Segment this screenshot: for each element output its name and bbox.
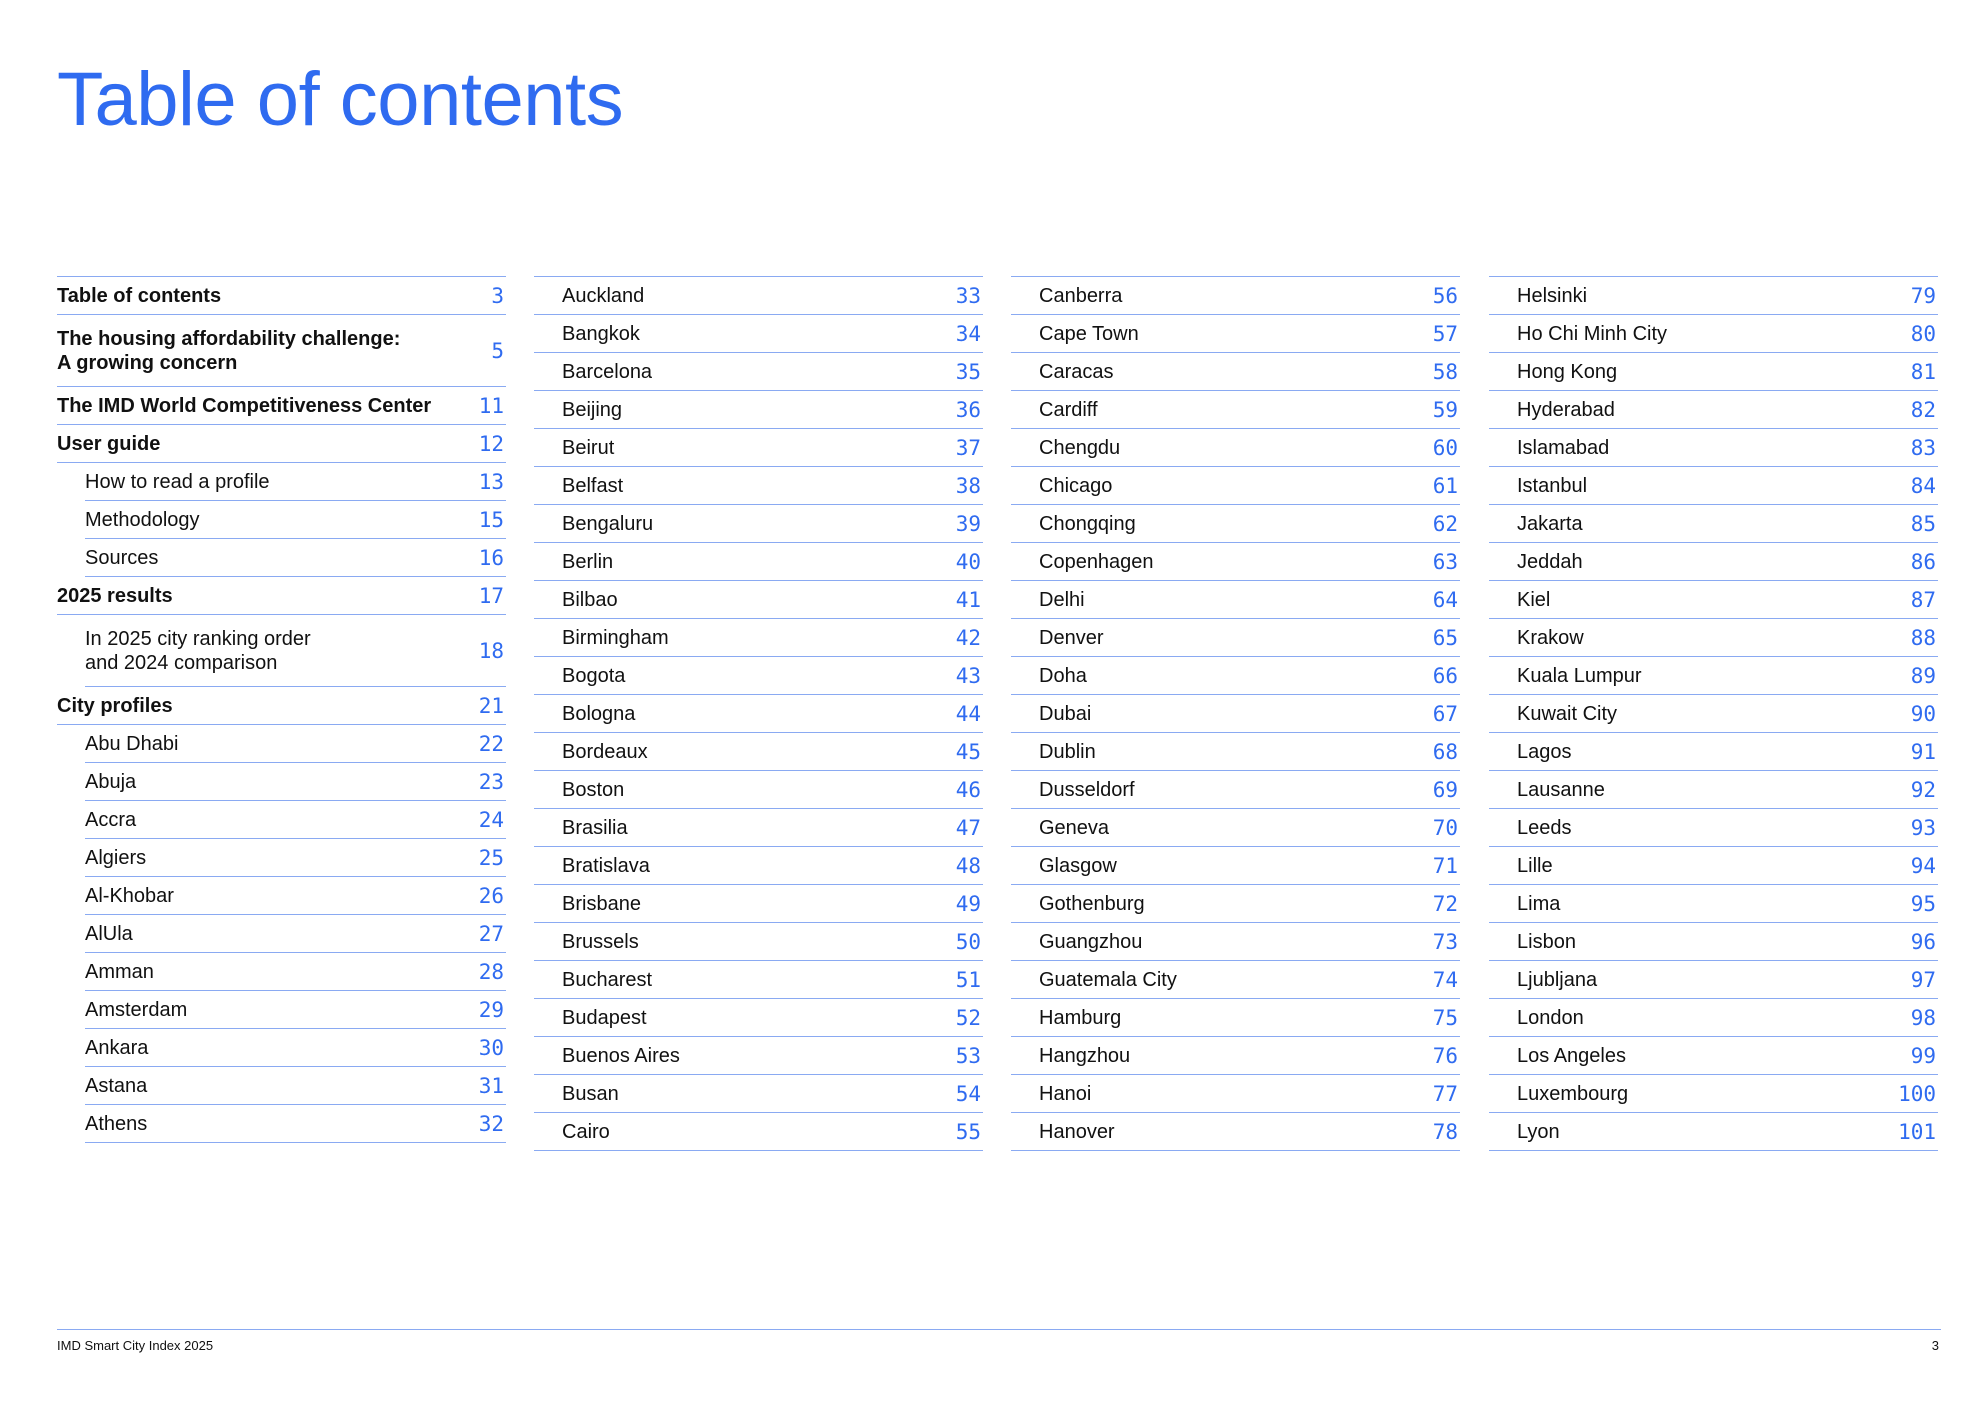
toc-entry[interactable] <box>1011 315 1460 353</box>
toc-entry-page: 38 <box>955 473 981 498</box>
toc-entry-label: Budapest <box>562 1006 647 1029</box>
toc-entry-page: 100 <box>1898 1081 1936 1106</box>
toc-entry-label: Table of contents <box>57 284 222 307</box>
toc-entry[interactable] <box>1489 277 1938 315</box>
toc-entry-label: Brisbane <box>562 892 641 915</box>
toc-entry-label: Methodology <box>85 508 200 531</box>
toc-entry[interactable] <box>1011 885 1460 923</box>
toc-entry-label: User guide <box>57 432 161 455</box>
toc-entry-label: Belfast <box>562 474 624 497</box>
toc-entry-page: 59 <box>1432 397 1458 422</box>
toc-entry-page: 45 <box>955 739 981 764</box>
toc-entry-page: 41 <box>955 587 981 612</box>
toc-entry[interactable] <box>85 725 506 763</box>
toc-entry-label: Athens <box>85 1112 148 1135</box>
toc-entry[interactable] <box>85 915 506 953</box>
toc-entry[interactable] <box>1011 657 1460 695</box>
toc-entry[interactable] <box>85 1105 506 1143</box>
toc-entry-label: Ljubljana <box>1517 968 1598 991</box>
toc-entry[interactable] <box>1011 277 1460 315</box>
toc-entry[interactable] <box>534 1075 983 1113</box>
toc-entry-label: The housing affordability challenge: A growing concern <box>57 327 401 374</box>
toc-entry-label: Copenhagen <box>1039 550 1154 573</box>
toc-entry[interactable] <box>534 733 983 771</box>
toc-entry-page: 71 <box>1432 853 1458 878</box>
toc-entry-label: Barcelona <box>562 360 653 383</box>
toc-entry-page: 61 <box>1432 473 1458 498</box>
toc-entry-label: Bucharest <box>562 968 653 991</box>
toc-entry-page: 29 <box>478 997 504 1022</box>
toc-entry[interactable] <box>1489 353 1938 391</box>
toc-entry-page: 88 <box>1910 625 1936 650</box>
toc-entry-label: Ho Chi Minh City <box>1517 322 1668 345</box>
toc-entry-label: Bengaluru <box>562 512 654 535</box>
toc-entry-label: Algiers <box>85 846 147 869</box>
toc-entry-page: 32 <box>478 1111 504 1136</box>
toc-entry[interactable] <box>1489 695 1938 733</box>
toc-entry-page: 87 <box>1910 587 1936 612</box>
toc-entry[interactable] <box>534 467 983 505</box>
toc-entry-label: London <box>1517 1006 1584 1029</box>
toc-entry-label: Leeds <box>1517 816 1572 839</box>
toc-entry-page: 72 <box>1432 891 1458 916</box>
toc-entry[interactable] <box>1011 581 1460 619</box>
toc-entry[interactable] <box>1489 619 1938 657</box>
toc-entry-label: Sources <box>85 546 159 569</box>
toc-entry-label: Chongqing <box>1039 512 1136 535</box>
toc-entry[interactable] <box>57 315 506 387</box>
toc-entry[interactable] <box>85 1067 506 1105</box>
toc-entry-page: 55 <box>955 1119 981 1144</box>
toc-entry-label: Geneva <box>1039 816 1110 839</box>
toc-entry[interactable] <box>1011 771 1460 809</box>
toc-entry-label: Lisbon <box>1517 930 1576 953</box>
toc-entry-label: Al-Khobar <box>85 884 174 907</box>
footer-page-number: 3 <box>1931 1338 1939 1353</box>
toc-entry-page: 66 <box>1432 663 1458 688</box>
toc-entry-label: Bangkok <box>562 322 640 345</box>
toc-entry-label: The IMD World Competitiveness Center <box>57 394 432 417</box>
toc-entry-page: 42 <box>955 625 981 650</box>
toc-entry-label: Beijing <box>562 398 623 421</box>
toc-entry-label: Lima <box>1517 892 1561 915</box>
toc-entry[interactable] <box>1011 391 1460 429</box>
toc-entry[interactable] <box>534 999 983 1037</box>
toc-entry[interactable] <box>534 1037 983 1075</box>
toc-entry[interactable] <box>1489 771 1938 809</box>
toc-entry[interactable] <box>1011 467 1460 505</box>
toc-entry-label: Bogota <box>562 664 626 687</box>
toc-entry-page: 91 <box>1910 739 1936 764</box>
toc-entry[interactable] <box>85 877 506 915</box>
toc-entry[interactable] <box>1011 619 1460 657</box>
toc-entry[interactable] <box>1489 391 1938 429</box>
toc-entry-page: 15 <box>478 507 504 532</box>
toc-entry-label: Guangzhou <box>1039 930 1143 953</box>
toc-entry[interactable] <box>1489 315 1938 353</box>
toc-entry-label: Auckland <box>562 284 645 307</box>
toc-entry[interactable] <box>534 505 983 543</box>
toc-entry-label: Busan <box>562 1082 619 1105</box>
toc-entry-label: Doha <box>1039 664 1087 687</box>
toc-entry-page: 74 <box>1432 967 1458 992</box>
toc-entry-page: 68 <box>1432 739 1458 764</box>
toc-entry[interactable] <box>1011 1037 1460 1075</box>
toc-entry[interactable] <box>1011 429 1460 467</box>
page-title: Table of contents <box>57 57 624 142</box>
toc-entry[interactable] <box>534 353 983 391</box>
toc-entry-page: 92 <box>1910 777 1936 802</box>
toc-entry-page: 99 <box>1910 1043 1936 1068</box>
toc-entry[interactable] <box>1489 505 1938 543</box>
toc-entry-page: 47 <box>955 815 981 840</box>
toc-entry-page: 30 <box>478 1035 504 1060</box>
toc-entry-label: Brasilia <box>562 816 628 839</box>
toc-entry-page: 101 <box>1898 1119 1936 1144</box>
toc-entry-page: 58 <box>1432 359 1458 384</box>
toc-entry-label: Beirut <box>562 436 615 459</box>
toc-entry-label: Hanover <box>1039 1120 1115 1143</box>
toc-entry[interactable] <box>1011 695 1460 733</box>
toc-column-2 <box>534 276 983 1151</box>
toc-entry-label: Hanoi <box>1039 1082 1092 1105</box>
toc-entry[interactable] <box>1011 505 1460 543</box>
toc-entry-label: Lagos <box>1517 740 1572 763</box>
toc-entry[interactable] <box>1011 543 1460 581</box>
toc-entry-label: How to read a profile <box>85 470 270 493</box>
toc-entry[interactable] <box>1489 1113 1938 1151</box>
toc-entry-label: Dubai <box>1039 702 1092 725</box>
toc-entry-page: 13 <box>478 469 504 494</box>
toc-entry[interactable] <box>1489 1037 1938 1075</box>
toc-entry-page: 43 <box>955 663 981 688</box>
toc-entry-page: 16 <box>478 545 504 570</box>
toc-entry-page: 86 <box>1910 549 1936 574</box>
toc-entry[interactable] <box>85 953 506 991</box>
toc-entry-page: 76 <box>1432 1043 1458 1068</box>
toc-entry-label: Helsinki <box>1517 284 1588 307</box>
toc-entry-label: Dusseldorf <box>1039 778 1135 801</box>
toc-entry[interactable] <box>534 847 983 885</box>
toc-entry-page: 63 <box>1432 549 1458 574</box>
toc-entry-label: 2025 results <box>57 584 173 607</box>
toc-entry-page: 81 <box>1910 359 1936 384</box>
toc-entry-page: 44 <box>955 701 981 726</box>
toc-entry-page: 23 <box>478 769 504 794</box>
toc-entry-label: Buenos Aires <box>562 1044 680 1067</box>
toc-entry-page: 78 <box>1432 1119 1458 1144</box>
toc-entry[interactable] <box>1011 923 1460 961</box>
toc-entry-page: 31 <box>478 1073 504 1098</box>
toc-entry[interactable] <box>534 277 983 315</box>
toc-entry[interactable] <box>85 839 506 877</box>
footer-publication: IMD Smart City Index 2025 <box>57 1338 214 1353</box>
toc-entry[interactable] <box>1489 581 1938 619</box>
toc-entry-page: 70 <box>1432 815 1458 840</box>
toc-entry[interactable] <box>534 657 983 695</box>
toc-entry-label: Bilbao <box>562 588 618 611</box>
toc-entry-label: Krakow <box>1517 626 1584 649</box>
toc-entry[interactable] <box>57 277 506 315</box>
toc-entry-label: Delhi <box>1039 588 1085 611</box>
toc-entry-page: 12 <box>478 431 504 456</box>
toc-entry-page: 67 <box>1432 701 1458 726</box>
toc-entry-label: Gothenburg <box>1039 892 1145 915</box>
toc-entry-page: 98 <box>1910 1005 1936 1030</box>
toc-entry-label: Bratislava <box>562 854 650 877</box>
toc-entry[interactable] <box>1011 961 1460 999</box>
toc-entry-page: 37 <box>955 435 981 460</box>
toc-entry-label: AlUla <box>85 922 133 945</box>
toc-entry-page: 60 <box>1432 435 1458 460</box>
toc-entry-page: 57 <box>1432 321 1458 346</box>
toc-entry-label: Hamburg <box>1039 1006 1122 1029</box>
toc-entry-label: Caracas <box>1039 360 1114 383</box>
toc-entry[interactable] <box>1489 809 1938 847</box>
toc-entry-label: Brussels <box>562 930 639 953</box>
toc-entry-label: Guatemala City <box>1039 968 1177 991</box>
toc-entry-page: 85 <box>1910 511 1936 536</box>
toc-entry[interactable] <box>85 615 506 687</box>
toc-entry[interactable] <box>534 809 983 847</box>
toc-entry[interactable] <box>534 923 983 961</box>
toc-entry-label: Birmingham <box>562 626 669 649</box>
toc-entry-page: 39 <box>955 511 981 536</box>
toc-entry-label: Jeddah <box>1517 550 1583 573</box>
toc-entry[interactable] <box>1489 1075 1938 1113</box>
toc-entry-page: 73 <box>1432 929 1458 954</box>
toc-column-3 <box>1011 276 1460 1151</box>
toc-entry[interactable] <box>1489 847 1938 885</box>
toc-entry[interactable] <box>534 1113 983 1151</box>
toc-entry[interactable] <box>534 695 983 733</box>
toc-entry[interactable] <box>534 619 983 657</box>
toc-entry-label: Lausanne <box>1517 778 1605 801</box>
toc-column-1 <box>57 276 506 1143</box>
toc-entry[interactable] <box>1489 543 1938 581</box>
toc-entry-page: 40 <box>955 549 981 574</box>
toc-entry-page: 49 <box>955 891 981 916</box>
toc-entry[interactable] <box>85 991 506 1029</box>
toc-entry-page: 34 <box>955 321 981 346</box>
toc-entry-label: Amsterdam <box>85 998 188 1021</box>
toc-entry-label: Ankara <box>85 1036 149 1059</box>
toc-entry[interactable] <box>85 1029 506 1067</box>
toc-entry-page: 25 <box>478 845 504 870</box>
toc-entry-page: 62 <box>1432 511 1458 536</box>
toc-entry[interactable] <box>85 539 506 577</box>
toc-entry-label: Chicago <box>1039 474 1113 497</box>
toc-entry-label: Dublin <box>1039 740 1096 763</box>
toc-entry-page: 46 <box>955 777 981 802</box>
toc-entry[interactable] <box>534 885 983 923</box>
toc-entry-page: 83 <box>1910 435 1936 460</box>
toc-entry-page: 93 <box>1910 815 1936 840</box>
toc-entry-label: Bordeaux <box>562 740 648 763</box>
toc-entry-page: 90 <box>1910 701 1936 726</box>
toc-entry[interactable] <box>85 501 506 539</box>
toc-entry-label: Cairo <box>562 1120 610 1143</box>
toc-entry-page: 5 <box>491 338 504 363</box>
toc-entry-page: 53 <box>955 1043 981 1068</box>
toc-entry-label: Canberra <box>1039 284 1123 307</box>
toc-entry[interactable] <box>534 391 983 429</box>
toc-entry-page: 21 <box>478 693 504 718</box>
toc-entry[interactable] <box>1489 999 1938 1037</box>
toc-entry-label: Abu Dhabi <box>85 732 179 755</box>
toc-entry-page: 84 <box>1910 473 1936 498</box>
toc-entry[interactable] <box>534 429 983 467</box>
toc-entry-page: 64 <box>1432 587 1458 612</box>
toc-entry-label: Bologna <box>562 702 636 725</box>
toc-entry[interactable] <box>1011 733 1460 771</box>
toc-entry-label: Lille <box>1517 854 1553 877</box>
toc-entry-label: Cardiff <box>1039 398 1098 421</box>
toc-entry-label: Berlin <box>562 550 614 573</box>
toc-entry[interactable] <box>1489 885 1938 923</box>
toc-entry[interactable] <box>85 763 506 801</box>
toc-entry[interactable] <box>85 801 506 839</box>
toc-entry-page: 51 <box>955 967 981 992</box>
toc-entry[interactable] <box>1011 1113 1460 1151</box>
toc-entry-page: 11 <box>478 393 504 418</box>
toc-entry[interactable] <box>534 961 983 999</box>
toc-entry-label: Abuja <box>85 770 137 793</box>
toc-column-4 <box>1489 276 1938 1151</box>
toc-entry-label: Istanbul <box>1517 474 1588 497</box>
toc-entry-page: 69 <box>1432 777 1458 802</box>
toc-entry-label: Chengdu <box>1039 436 1121 459</box>
toc-entry[interactable] <box>1489 429 1938 467</box>
toc-entry[interactable] <box>1489 467 1938 505</box>
toc-entry-label: Kuwait City <box>1517 702 1618 725</box>
toc-entry[interactable] <box>1489 657 1938 695</box>
toc-entry-page: 96 <box>1910 929 1936 954</box>
toc-entry[interactable] <box>534 771 983 809</box>
toc-entry[interactable] <box>534 315 983 353</box>
toc-entry-label: Accra <box>85 808 137 831</box>
toc-entry-page: 27 <box>478 921 504 946</box>
toc-entry-page: 18 <box>478 638 504 663</box>
toc-entry-page: 77 <box>1432 1081 1458 1106</box>
toc-entry-label: Luxembourg <box>1517 1082 1629 1105</box>
toc-entry-label: Jakarta <box>1517 512 1583 535</box>
toc-entry[interactable] <box>534 581 983 619</box>
toc-entry[interactable] <box>1011 809 1460 847</box>
toc-entry[interactable] <box>85 463 506 501</box>
toc-entry[interactable] <box>57 425 506 463</box>
toc-entry-label: Kuala Lumpur <box>1517 664 1642 687</box>
toc-entry-label: Hangzhou <box>1039 1044 1131 1067</box>
toc-entry-label: Lyon <box>1517 1120 1560 1143</box>
toc-entry-page: 33 <box>955 283 981 308</box>
toc-entry-page: 28 <box>478 959 504 984</box>
toc-entry-page: 17 <box>478 583 504 608</box>
toc-entry-page: 22 <box>478 731 504 756</box>
toc-entry[interactable] <box>57 387 506 425</box>
toc-entry-page: 36 <box>955 397 981 422</box>
toc-entry-page: 54 <box>955 1081 981 1106</box>
toc-entry[interactable] <box>1011 353 1460 391</box>
toc-entry[interactable] <box>1011 1075 1460 1113</box>
toc-entry-label: Denver <box>1039 626 1104 649</box>
toc-entry-page: 56 <box>1432 283 1458 308</box>
toc-entry[interactable] <box>57 577 506 615</box>
toc-entry[interactable] <box>1489 733 1938 771</box>
toc-entry-label: Astana <box>85 1074 148 1097</box>
toc-entry-label: Los Angeles <box>1517 1044 1626 1067</box>
toc-entry-label: Glasgow <box>1039 854 1117 877</box>
toc-entry[interactable] <box>1489 923 1938 961</box>
toc-entry-label: Hyderabad <box>1517 398 1615 421</box>
toc-entry-page: 48 <box>955 853 981 878</box>
toc-entry[interactable] <box>1011 999 1460 1037</box>
toc-entry-label: Boston <box>562 778 625 801</box>
toc-entry-page: 26 <box>478 883 504 908</box>
toc-entry-page: 75 <box>1432 1005 1458 1030</box>
toc-entry-label: Islamabad <box>1517 436 1610 459</box>
toc-entry-label: Hong Kong <box>1517 360 1618 383</box>
toc-entry-page: 65 <box>1432 625 1458 650</box>
toc-entry[interactable] <box>1489 961 1938 999</box>
toc-entry-page: 95 <box>1910 891 1936 916</box>
toc-entry-page: 35 <box>955 359 981 384</box>
footer-divider <box>57 1329 1941 1330</box>
toc-entry[interactable] <box>534 543 983 581</box>
toc-entry-page: 50 <box>955 929 981 954</box>
toc-entry-page: 94 <box>1910 853 1936 878</box>
toc-entry-page: 3 <box>491 283 504 308</box>
toc-entry-page: 24 <box>478 807 504 832</box>
toc-entry-page: 82 <box>1910 397 1936 422</box>
toc-entry-page: 89 <box>1910 663 1936 688</box>
toc-entry-label: City profiles <box>57 694 173 717</box>
toc-entry[interactable] <box>1011 847 1460 885</box>
toc-entry-page: 80 <box>1910 321 1936 346</box>
toc-entry[interactable] <box>57 687 506 725</box>
toc-entry-label: In 2025 city ranking order and 2024 comparison <box>85 627 311 674</box>
toc-entry-label: Amman <box>85 960 154 983</box>
toc-entry-page: 52 <box>955 1005 981 1030</box>
toc-entry-page: 97 <box>1910 967 1936 992</box>
toc-entry-page: 79 <box>1910 283 1936 308</box>
toc-entry-label: Kiel <box>1517 588 1551 611</box>
toc-entry-label: Cape Town <box>1039 322 1139 345</box>
